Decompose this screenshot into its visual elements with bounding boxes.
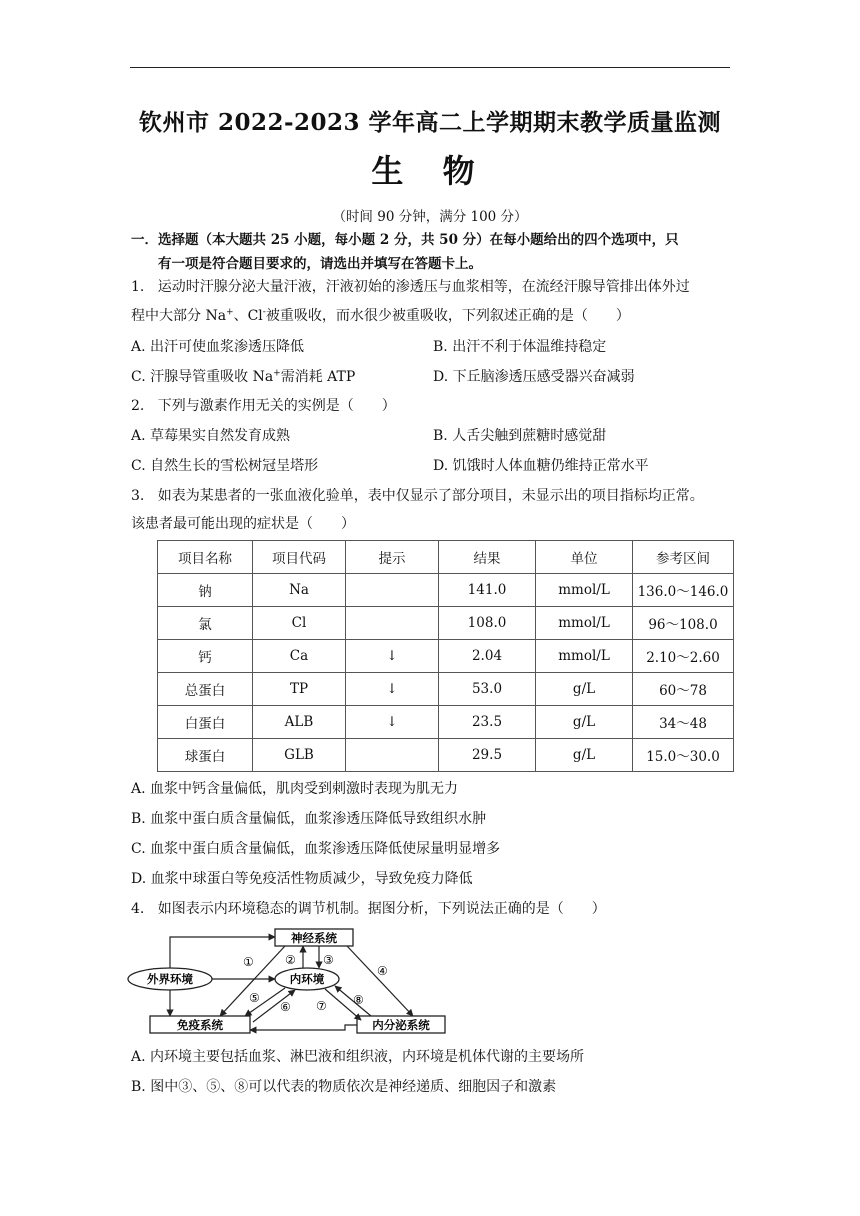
table-cell: Ca	[253, 640, 346, 673]
table-cell: g/L	[536, 673, 633, 706]
label-2: ②	[285, 953, 296, 967]
table-cell: GLB	[253, 739, 346, 772]
question-3-line2: 该患者最可能出现的症状是（ ）	[131, 516, 355, 532]
internal-environment-label: 内环境	[289, 972, 325, 986]
option-b: B. 人舌尖触到蔗糖时感觉甜	[433, 428, 607, 444]
option-b: B. 出汗不利于体温维持稳定	[433, 339, 607, 355]
table-cell: 29.5	[439, 739, 536, 772]
down-arrow-icon: ↓	[346, 706, 439, 739]
label-3: ③	[323, 953, 334, 967]
table-row	[158, 574, 734, 607]
blood-test-table	[157, 540, 734, 772]
table-cell	[346, 607, 439, 640]
section-instructions-line1: 一．选择题（本大题共 25 小题，每小题 2 分，共 50 分）在每小题给出的四个选项中，只	[131, 232, 679, 248]
option-d: D. 饥饿时人体血糖仍维持正常水平	[433, 458, 649, 474]
table-header-cell: 结果	[439, 541, 536, 574]
label-7: ⑦	[316, 999, 327, 1013]
table-cell: 白蛋白	[158, 706, 253, 739]
option-c: C. 自然生长的雪松树冠呈塔形	[131, 458, 319, 474]
table-header-cell: 单位	[536, 541, 633, 574]
option-a: A. 草莓果实自然发育成熟	[131, 428, 291, 444]
table-cell: 96～108.0	[633, 607, 734, 640]
table-header-cell: 项目名称	[158, 541, 253, 574]
table-cell: g/L	[536, 739, 633, 772]
option-c: C. 汗腺导管重吸收 Na+需消耗 ATP	[131, 368, 356, 385]
table-row	[158, 673, 734, 706]
down-arrow-icon: ↓	[346, 640, 439, 673]
table-cell: 2.10～2.60	[633, 640, 734, 673]
down-arrow-icon: ↓	[346, 673, 439, 706]
option-b: B. 图中③、⑤、⑧可以代表的物质依次是神经递质、细胞因子和激素	[131, 1079, 557, 1095]
table-cell: 钠	[158, 574, 253, 607]
table-row	[158, 706, 734, 739]
table-cell: 总蛋白	[158, 673, 253, 706]
label-1: ①	[243, 955, 254, 969]
time-info: （时间 90 分钟，满分 100 分）	[332, 209, 528, 225]
table-cell: g/L	[536, 706, 633, 739]
nervous-system-label: 神经系统	[291, 931, 337, 945]
table-cell: 15.0～30.0	[633, 739, 734, 772]
header-rule	[130, 67, 730, 68]
table-header-cell: 项目代码	[253, 541, 346, 574]
table-cell	[346, 739, 439, 772]
external-environment-label: 外界环境	[147, 972, 193, 986]
table-row	[158, 607, 734, 640]
endocrine-system-label: 内分泌系统	[372, 1018, 430, 1032]
table-cell: mmol/L	[536, 640, 633, 673]
table-header-cell: 参考区间	[633, 541, 734, 574]
option-d: D. 下丘脑渗透压感受器兴奋减弱	[433, 369, 635, 385]
exam-title: 钦州市 2022-2023 学年高二上学期期末教学质量监测	[138, 109, 722, 136]
table-cell: 钙	[158, 640, 253, 673]
question-2-stem: 2. 下列与激素作用无关的实例是（ ）	[131, 398, 396, 414]
table-cell: 34～48	[633, 706, 734, 739]
option-a: A. 内环境主要包括血浆、淋巴液和组织液，内环境是机体代谢的主要场所	[131, 1049, 585, 1065]
table-row	[158, 640, 734, 673]
option-a: A. 血浆中钙含量偏低，肌肉受到刺激时表现为肌无力	[131, 781, 459, 797]
label-8: ⑧	[353, 993, 364, 1007]
question-1-line1	[131, 277, 690, 297]
question-3-line1: 3. 如表为某患者的一张血液化验单，表中仅显示了部分项目，未显示出的项目指标均正常。	[131, 488, 704, 504]
table-row	[158, 739, 734, 772]
table-cell: Na	[253, 574, 346, 607]
table-cell: mmol/L	[536, 607, 633, 640]
label-6: ⑥	[280, 1000, 291, 1014]
label-5: ⑤	[249, 991, 260, 1005]
table-cell: TP	[253, 673, 346, 706]
homeostasis-diagram	[125, 926, 455, 1038]
table-cell: 108.0	[439, 607, 536, 640]
label-4: ④	[377, 964, 388, 978]
table-cell: 球蛋白	[158, 739, 253, 772]
table-cell: 23.5	[439, 706, 536, 739]
table-cell: 60～78	[633, 673, 734, 706]
table-cell: 136.0～146.0	[633, 574, 734, 607]
table-cell: 141.0	[439, 574, 536, 607]
table-cell: 2.04	[439, 640, 536, 673]
table-cell	[346, 574, 439, 607]
table-header-cell: 提示	[346, 541, 439, 574]
section-instructions-line2: 有一项是符合题目要求的，请选出并填写在答题卡上。	[158, 256, 482, 272]
table-cell: ALB	[253, 706, 346, 739]
subject-title: 生 物	[371, 152, 489, 190]
immune-system-label: 免疫系统	[177, 1018, 223, 1032]
question-4-stem: 4. 如图表示内环境稳态的调节机制。据图分析，下列说法正确的是（ ）	[131, 901, 606, 917]
question-1-line2: 程中大部分 Na+、Cl-被重吸收，而水很少被重吸收，下列叙述正确的是（ ）	[131, 307, 630, 324]
option-a: A. 出汗可使血浆渗透压降低	[131, 339, 305, 355]
question-text: 运动时汗腺分泌大量汗液，汗液初始的渗透压与血浆相等，在流经汗腺导管排出体外过	[157, 279, 690, 295]
table-cell: 53.0	[439, 673, 536, 706]
table-header-row	[158, 541, 734, 574]
table-cell: mmol/L	[536, 574, 633, 607]
table-cell: 氯	[158, 607, 253, 640]
table-cell: Cl	[253, 607, 346, 640]
option-b: B. 血浆中蛋白质含量偏低，血浆渗透压降低导致组织水肿	[131, 811, 487, 827]
question-number: 1.	[131, 279, 145, 295]
option-c: C. 血浆中蛋白质含量偏低，血浆渗透压降低使尿量明显增多	[131, 841, 501, 857]
option-d: D. 血浆中球蛋白等免疫活性物质减少，导致免疫力降低	[131, 871, 473, 887]
